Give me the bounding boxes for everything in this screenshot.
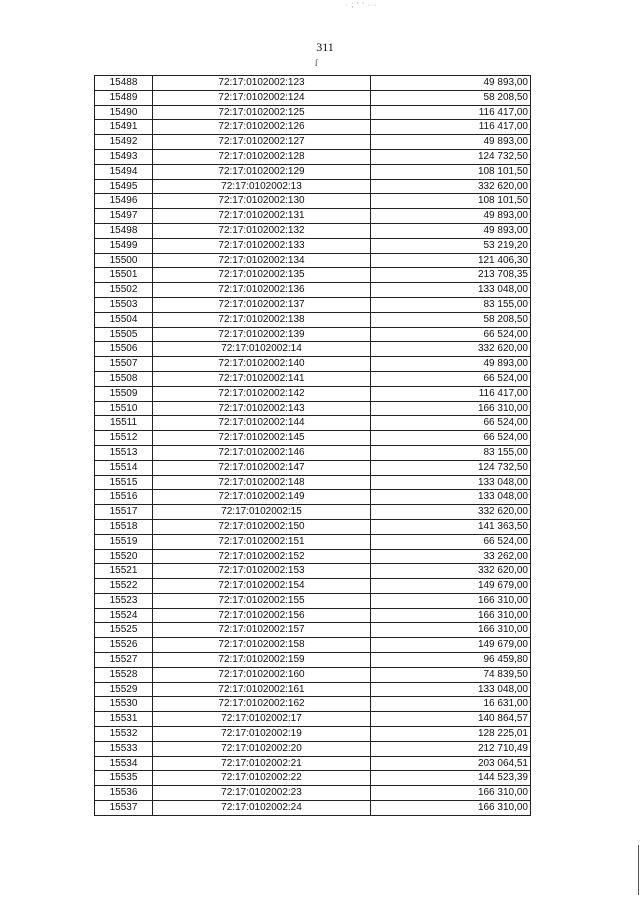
table-row (95, 253, 531, 268)
cadastral-value-cell: 203 064,51 (371, 756, 531, 771)
row-number-cell: 15532 (95, 727, 153, 742)
cadastral-value-cell: 33 262,00 (371, 549, 531, 564)
cadastral-value-cell: 58 208,50 (371, 312, 531, 327)
table-row (95, 105, 531, 120)
cadastral-value-cell: 332 620,00 (371, 564, 531, 579)
row-number-cell: 15527 (95, 653, 153, 668)
cadastral-value-cell: 144 523,39 (371, 771, 531, 786)
cadastral-value-cell: 166 310,00 (371, 593, 531, 608)
cadastral-number-cell: 72:17:0102002:134 (153, 253, 371, 268)
cadastral-value-cell: 66 524,00 (371, 327, 531, 342)
row-number-cell: 15529 (95, 682, 153, 697)
table-row (95, 135, 531, 150)
cadastral-number-cell: 72:17:0102002:152 (153, 549, 371, 564)
cadastral-number-cell: 72:17:0102002:145 (153, 431, 371, 446)
row-number-cell: 15520 (95, 549, 153, 564)
cadastral-value-cell: 53 219,20 (371, 238, 531, 253)
cadastral-number-cell: 72:17:0102002:137 (153, 297, 371, 312)
cadastral-number-cell: 72:17:0102002:130 (153, 194, 371, 209)
cadastral-value-cell: 166 310,00 (371, 786, 531, 801)
cadastral-value-cell: 332 620,00 (371, 342, 531, 357)
table-row (95, 593, 531, 608)
cadastral-number-cell: 72:17:0102002:151 (153, 534, 371, 549)
cadastral-value-cell: 108 101,50 (371, 194, 531, 209)
cadastral-number-cell: 72:17:0102002:143 (153, 401, 371, 416)
row-number-cell: 15515 (95, 475, 153, 490)
cadastral-number-cell: 72:17:0102002:141 (153, 371, 371, 386)
cadastral-number-cell: 72:17:0102002:146 (153, 445, 371, 460)
table-row (95, 283, 531, 298)
row-number-cell: 15516 (95, 490, 153, 505)
cadastral-value-cell: 121 406,30 (371, 253, 531, 268)
table-row (95, 76, 531, 91)
table-row (95, 431, 531, 446)
cadastral-number-cell: 72:17:0102002:24 (153, 801, 371, 816)
cadastral-value-cell: 166 310,00 (371, 401, 531, 416)
cadastral-number-cell: 72:17:0102002:162 (153, 697, 371, 712)
cadastral-number-cell: 72:17:0102002:150 (153, 519, 371, 534)
cadastral-number-cell: 72:17:0102002:140 (153, 357, 371, 372)
row-number-cell: 15503 (95, 297, 153, 312)
cadastral-value-cell: 124 732,50 (371, 149, 531, 164)
table-row (95, 179, 531, 194)
row-number-cell: 15537 (95, 801, 153, 816)
scan-edge-line (638, 845, 639, 895)
cadastral-value-cell: 128 225,01 (371, 727, 531, 742)
row-number-cell: 15511 (95, 416, 153, 431)
cadastral-number-cell: 72:17:0102002:13 (153, 179, 371, 194)
row-number-cell: 15488 (95, 76, 153, 91)
cadastral-number-cell: 72:17:0102002:22 (153, 771, 371, 786)
cadastral-number-cell: 72:17:0102002:148 (153, 475, 371, 490)
row-number-cell: 15502 (95, 283, 153, 298)
cadastral-number-cell: 72:17:0102002:21 (153, 756, 371, 771)
row-number-cell: 15510 (95, 401, 153, 416)
row-number-cell: 15507 (95, 357, 153, 372)
cadastral-number-cell: 72:17:0102002:128 (153, 149, 371, 164)
table-row (95, 756, 531, 771)
row-number-cell: 15508 (95, 371, 153, 386)
row-number-cell: 15522 (95, 579, 153, 594)
cadastral-number-cell: 72:17:0102002:15 (153, 505, 371, 520)
cadastral-value-cell: 96 459,80 (371, 653, 531, 668)
cadastral-number-cell: 72:17:0102002:156 (153, 608, 371, 623)
cadastral-number-cell: 72:17:0102002:142 (153, 386, 371, 401)
table-row (95, 120, 531, 135)
table-row (95, 149, 531, 164)
cadastral-value-cell: 133 048,00 (371, 475, 531, 490)
cadastral-number-cell: 72:17:0102002:136 (153, 283, 371, 298)
table-row (95, 475, 531, 490)
table-row (95, 771, 531, 786)
table-row (95, 164, 531, 179)
table-row (95, 579, 531, 594)
row-number-cell: 15489 (95, 90, 153, 105)
row-number-cell: 15531 (95, 712, 153, 727)
table-row (95, 371, 531, 386)
cadastral-number-cell: 72:17:0102002:124 (153, 90, 371, 105)
table-row (95, 697, 531, 712)
row-number-cell: 15495 (95, 179, 153, 194)
page-number: 311 (316, 40, 334, 54)
cadastral-value-cell: 49 893,00 (371, 357, 531, 372)
table-row (95, 297, 531, 312)
row-number-cell: 15535 (95, 771, 153, 786)
cadastral-value-cell: 83 155,00 (371, 297, 531, 312)
row-number-cell: 15506 (95, 342, 153, 357)
cadastral-value-cell: 213 708,35 (371, 268, 531, 283)
table-row (95, 312, 531, 327)
row-number-cell: 15530 (95, 697, 153, 712)
cadastral-value-cell: 212 710,49 (371, 741, 531, 756)
table-row (95, 608, 531, 623)
cadastral-number-cell: 72:17:0102002:125 (153, 105, 371, 120)
row-number-cell: 15497 (95, 209, 153, 224)
table-row (95, 401, 531, 416)
cadastral-number-cell: 72:17:0102002:161 (153, 682, 371, 697)
row-number-cell: 15500 (95, 253, 153, 268)
cadastral-number-cell: 72:17:0102002:17 (153, 712, 371, 727)
row-number-cell: 15504 (95, 312, 153, 327)
cadastral-value-cell: 116 417,00 (371, 386, 531, 401)
cadastral-number-cell: 72:17:0102002:129 (153, 164, 371, 179)
cadastral-value-cell: 140 864,57 (371, 712, 531, 727)
cadastral-value-cell: 108 101,50 (371, 164, 531, 179)
table-row (95, 623, 531, 638)
table-row (95, 653, 531, 668)
row-number-cell: 15499 (95, 238, 153, 253)
cadastral-value-cell: 166 310,00 (371, 608, 531, 623)
row-number-cell: 15525 (95, 623, 153, 638)
row-number-cell: 15492 (95, 135, 153, 150)
row-number-cell: 15513 (95, 445, 153, 460)
table-row (95, 445, 531, 460)
table-row (95, 505, 531, 520)
cadastral-value-cell: 133 048,00 (371, 283, 531, 298)
row-number-cell: 15536 (95, 786, 153, 801)
cadastral-value-cell: 83 155,00 (371, 445, 531, 460)
row-number-cell: 15505 (95, 327, 153, 342)
cadastral-number-cell: 72:17:0102002:155 (153, 593, 371, 608)
table-row (95, 727, 531, 742)
row-number-cell: 15533 (95, 741, 153, 756)
row-number-cell: 15526 (95, 638, 153, 653)
table-row (95, 223, 531, 238)
cadastral-value-cell: 166 310,00 (371, 801, 531, 816)
cadastral-value-cell: 66 524,00 (371, 431, 531, 446)
row-number-cell: 15521 (95, 564, 153, 579)
cadastral-value-cell: 124 732,50 (371, 460, 531, 475)
row-number-cell: 15517 (95, 505, 153, 520)
cadastral-number-cell: 72:17:0102002:133 (153, 238, 371, 253)
row-number-cell: 15490 (95, 105, 153, 120)
table-row (95, 801, 531, 816)
cadastral-number-cell: 72:17:0102002:127 (153, 135, 371, 150)
table-row (95, 741, 531, 756)
cadastral-number-cell: 72:17:0102002:154 (153, 579, 371, 594)
cadastral-value-cell: 116 417,00 (371, 105, 531, 120)
cadastral-value-cell: 141 363,50 (371, 519, 531, 534)
row-number-cell: 15524 (95, 608, 153, 623)
row-number-cell: 15498 (95, 223, 153, 238)
table-row (95, 386, 531, 401)
cadastral-value-cell: 133 048,00 (371, 682, 531, 697)
row-number-cell: 15534 (95, 756, 153, 771)
cadastral-value-cell: 66 524,00 (371, 371, 531, 386)
row-number-cell: 15528 (95, 667, 153, 682)
table-row (95, 564, 531, 579)
cadastral-number-cell: 72:17:0102002:144 (153, 416, 371, 431)
table-row (95, 519, 531, 534)
cadastral-value-cell: 332 620,00 (371, 179, 531, 194)
row-number-cell: 15491 (95, 120, 153, 135)
cadastral-number-cell: 72:17:0102002:135 (153, 268, 371, 283)
scan-mark: ſ (315, 58, 318, 68)
cadastral-number-cell: 72:17:0102002:138 (153, 312, 371, 327)
cadastral-number-cell: 72:17:0102002:20 (153, 741, 371, 756)
cadastral-value-cell: 149 679,00 (371, 638, 531, 653)
table-row (95, 786, 531, 801)
cadastral-value-cell: 66 524,00 (371, 534, 531, 549)
cadastral-number-cell: 72:17:0102002:149 (153, 490, 371, 505)
table-row (95, 327, 531, 342)
cadastral-number-cell: 72:17:0102002:14 (153, 342, 371, 357)
row-number-cell: 15518 (95, 519, 153, 534)
cadastral-value-cell: 166 310,00 (371, 623, 531, 638)
table-body (95, 76, 531, 816)
cadastral-number-cell: 72:17:0102002:147 (153, 460, 371, 475)
table-row (95, 194, 531, 209)
row-number-cell: 15496 (95, 194, 153, 209)
table-row (95, 90, 531, 105)
table-row (95, 238, 531, 253)
cadastral-number-cell: 72:17:0102002:157 (153, 623, 371, 638)
cadastral-number-cell: 72:17:0102002:131 (153, 209, 371, 224)
row-number-cell: 15512 (95, 431, 153, 446)
row-number-cell: 15494 (95, 164, 153, 179)
cadastral-value-cell: 332 620,00 (371, 505, 531, 520)
cadastral-value-cell: 58 208,50 (371, 90, 531, 105)
cadastral-value-cell: 49 893,00 (371, 209, 531, 224)
scan-specks: · ; ' ' · · (345, 2, 378, 9)
row-number-cell: 15514 (95, 460, 153, 475)
table-row (95, 534, 531, 549)
cadastral-value-cell: 49 893,00 (371, 223, 531, 238)
table-row (95, 667, 531, 682)
cadastral-number-cell: 72:17:0102002:126 (153, 120, 371, 135)
table-row (95, 342, 531, 357)
row-number-cell: 15509 (95, 386, 153, 401)
cadastral-number-cell: 72:17:0102002:123 (153, 76, 371, 91)
cadastral-value-cell: 49 893,00 (371, 135, 531, 150)
table-row (95, 460, 531, 475)
table-row (95, 638, 531, 653)
table-row (95, 209, 531, 224)
cadastral-value-cell: 49 893,00 (371, 76, 531, 91)
cadastral-value-cell: 133 048,00 (371, 490, 531, 505)
table-row (95, 490, 531, 505)
cadastral-number-cell: 72:17:0102002:132 (153, 223, 371, 238)
cadastral-value-table (94, 75, 531, 816)
table-row (95, 549, 531, 564)
table-row (95, 682, 531, 697)
cadastral-value-cell: 74 839,50 (371, 667, 531, 682)
cadastral-number-cell: 72:17:0102002:158 (153, 638, 371, 653)
cadastral-value-cell: 66 524,00 (371, 416, 531, 431)
cadastral-value-cell: 116 417,00 (371, 120, 531, 135)
row-number-cell: 15493 (95, 149, 153, 164)
cadastral-number-cell: 72:17:0102002:153 (153, 564, 371, 579)
cadastral-value-cell: 149 679,00 (371, 579, 531, 594)
cadastral-number-cell: 72:17:0102002:159 (153, 653, 371, 668)
row-number-cell: 15519 (95, 534, 153, 549)
cadastral-number-cell: 72:17:0102002:19 (153, 727, 371, 742)
cadastral-number-cell: 72:17:0102002:23 (153, 786, 371, 801)
table-row (95, 357, 531, 372)
cadastral-number-cell: 72:17:0102002:139 (153, 327, 371, 342)
cadastral-value-cell: 16 631,00 (371, 697, 531, 712)
row-number-cell: 15523 (95, 593, 153, 608)
row-number-cell: 15501 (95, 268, 153, 283)
table-row (95, 416, 531, 431)
table-row (95, 712, 531, 727)
table-row (95, 268, 531, 283)
cadastral-number-cell: 72:17:0102002:160 (153, 667, 371, 682)
